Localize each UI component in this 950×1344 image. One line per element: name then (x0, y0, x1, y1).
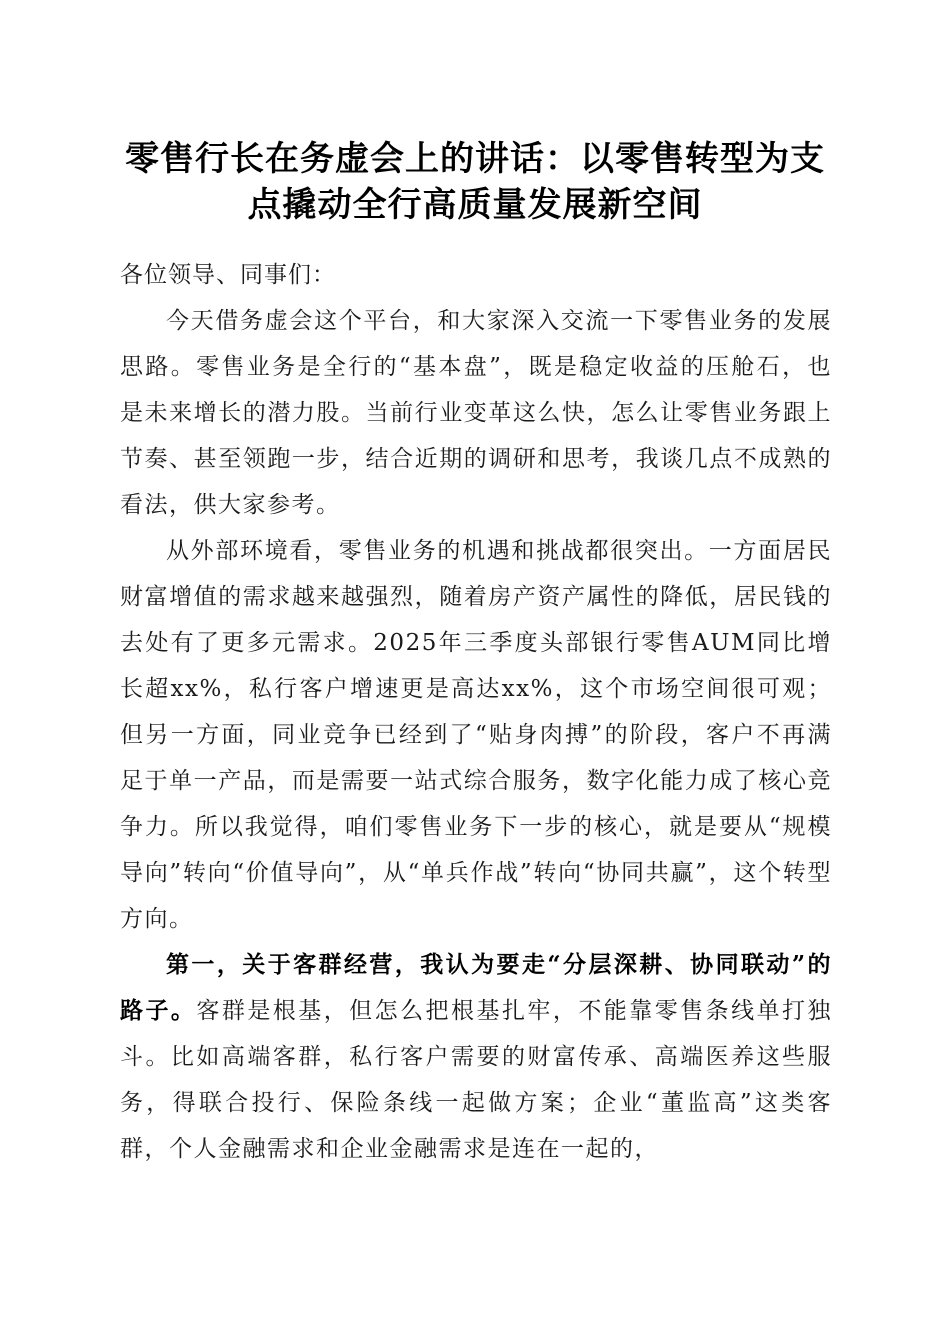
title-line-1: 零售行长在务虚会上的讲话：以零售转型为支 (125, 139, 825, 179)
title-line-2: 点撬动全行高质量发展新空间 (247, 185, 703, 225)
document-title (110, 136, 840, 228)
greeting: 各位领导、同事们： (120, 262, 336, 288)
paragraph-customer-groups (120, 942, 832, 1172)
document-body (120, 252, 832, 1172)
paragraph-intro: 今天借务虚会这个平台，和大家深入交流一下零售业务的发展思路。零售业务是全行的“基本盘”，既是稳定收益的压舱石，也是未来增长的潜力股。当前行业变革这么快，怎么让零售业务跟上节奏、甚至领跑一步，结合近期的调研和思考，我谈几点不成熟的看法，供大家参考。 (120, 308, 832, 518)
paragraph-environment: 从外部环境看，零售业务的机遇和挑战都很突出。一方面居民财富增值的需求越来越强烈，随着房产资产属性的降低，居民钱的去处有了更多元需求。2025年三季度头部银行零售AUM同比增长超xx%，私行客户增速更是高达xx%，这个市场空间很可观；但另一方面，同业竞争已经到了“贴身肉搏”的阶段，客户不再满足于单一产品，而是需要一站式综合服务，数字化能力成了核心竞争力。所以我觉得，咱们零售业务下一步的核心，就是要从“规模导向”转向“价值导向”，从“单兵作战”转向“协同共赢”，这个转型方向。 (120, 538, 832, 932)
paragraph-lead-sentence: 第一，关于客群经营，我认为要走“分层深耕、协同联动”的路子。 (120, 951, 832, 1024)
paragraph-body-text: 客群是根基，但怎么把根基扎牢，不能靠零售条线单打独斗。比如高端客群，私行客户需要的财富传承、高端医养这些服务，得联合投行、保险条线一起做方案；企业“董监高”这类客群，个人金融需求和企业金融需求是连在一起的， (120, 998, 833, 1162)
